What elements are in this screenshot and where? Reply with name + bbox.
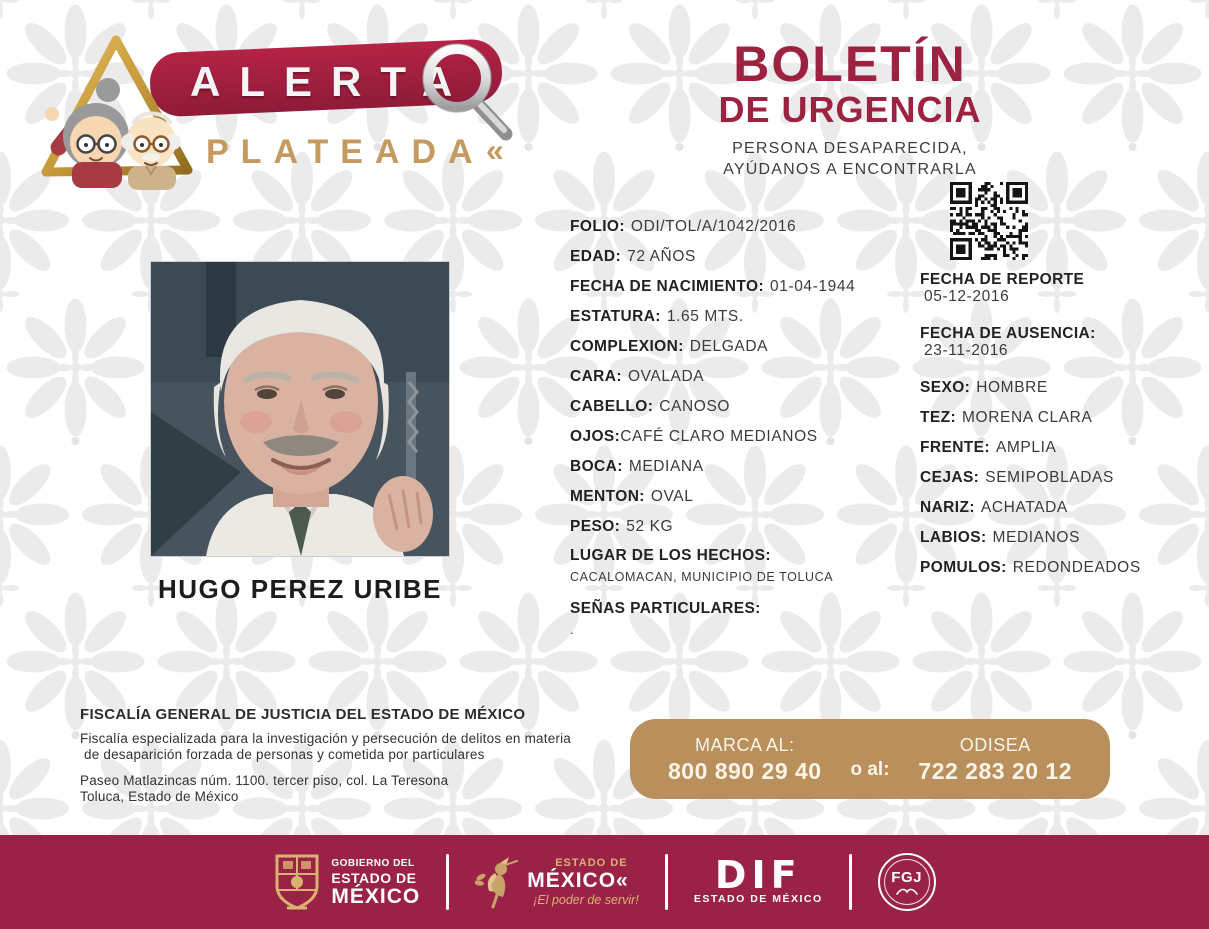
gob-line1: GOBIERNO DEL bbox=[331, 857, 415, 869]
dif-sublabel: ESTADO DE MÉXICO bbox=[693, 893, 823, 905]
field-label: EDAD: bbox=[570, 248, 622, 265]
logo-plateada-text: PLATEADA bbox=[206, 133, 485, 171]
field-label: FECHA DE REPORTE bbox=[920, 271, 1085, 288]
field-row-cabello bbox=[570, 392, 915, 422]
details-column-middle bbox=[570, 212, 915, 640]
field-label: FOLIO: bbox=[570, 218, 625, 235]
details-column-right bbox=[920, 271, 1170, 583]
field-value: REDONDEADOS bbox=[1012, 559, 1141, 576]
field-label: FECHA DE NACIMIENTO: bbox=[570, 278, 764, 295]
field-value: AMPLIA bbox=[995, 439, 1057, 456]
field-value: DELGADA bbox=[689, 338, 769, 355]
o-al-label: o al: bbox=[850, 759, 890, 780]
field-value: 05-12-2016 bbox=[924, 288, 1010, 305]
logo-chevron: « bbox=[486, 132, 504, 168]
agency-title: FISCALÍA GENERAL DE JUSTICIA DEL ESTADO DE MÉXICO bbox=[80, 706, 526, 723]
field-block-ausencia bbox=[920, 325, 1170, 359]
edomex-line2: MÉXICO« bbox=[527, 869, 629, 892]
phone-number-1: 800 890 29 40 bbox=[668, 758, 822, 784]
field-label: OJOS: bbox=[570, 428, 621, 445]
agency-block bbox=[80, 706, 640, 805]
footer-divider bbox=[446, 854, 449, 910]
senas-value: . bbox=[570, 622, 574, 637]
agency-addr-line2: Toluca, Estado de México bbox=[80, 789, 239, 804]
field-value: ACHATADA bbox=[980, 499, 1068, 516]
lugar-label: LUGAR DE LOS HECHOS: bbox=[570, 547, 771, 564]
field-value: 72 AÑOS bbox=[627, 248, 696, 265]
estado-de-mexico-logo bbox=[475, 855, 639, 909]
field-label: LABIOS: bbox=[920, 529, 987, 546]
senas-label: SEÑAS PARTICULARES: bbox=[570, 600, 761, 617]
field-label: SEXO: bbox=[920, 379, 971, 396]
field-value: CANOSO bbox=[659, 398, 731, 415]
field-label: BOCA: bbox=[570, 458, 623, 475]
field-label: POMULOS: bbox=[920, 559, 1007, 576]
phone-number-2: 722 283 20 12 bbox=[918, 758, 1072, 784]
field-row-complexion bbox=[570, 332, 915, 362]
field-value: 1.65 MTS. bbox=[666, 308, 744, 325]
field-row-pomulos bbox=[920, 553, 1170, 583]
field-row-nariz bbox=[920, 493, 1170, 523]
field-label: CARA: bbox=[570, 368, 622, 385]
field-row-nacimiento bbox=[570, 272, 915, 302]
field-row-tez bbox=[920, 403, 1170, 433]
field-label: PESO: bbox=[570, 518, 621, 535]
fgj-logo bbox=[878, 853, 936, 911]
gob-line3: MÉXICO bbox=[331, 884, 421, 908]
field-label: NARIZ: bbox=[920, 499, 975, 516]
field-block-reporte bbox=[920, 271, 1170, 305]
field-value: ODI/TOL/A/1042/2016 bbox=[630, 218, 797, 235]
agency-desc-line2: de desaparición forzada de personas y cometida por particulares bbox=[84, 747, 485, 762]
field-value: 23-11-2016 bbox=[924, 342, 1009, 359]
dif-logo bbox=[693, 853, 823, 906]
field-row-peso bbox=[570, 512, 915, 542]
field-label: TEZ: bbox=[920, 409, 957, 426]
field-value: MEDIANOS bbox=[992, 529, 1081, 546]
field-value: OVAL bbox=[650, 488, 694, 505]
bulletin-title-line1: BOLETÍN bbox=[733, 36, 967, 92]
edomex-coat-of-arms-icon bbox=[273, 852, 321, 912]
field-row-cejas bbox=[920, 463, 1170, 493]
field-value: SEMIPOBLADAS bbox=[985, 469, 1114, 486]
edomex-slogan: ¡El poder de servir! bbox=[533, 893, 639, 907]
missing-person-photo bbox=[150, 261, 450, 557]
footer-band bbox=[0, 835, 1209, 929]
field-row-folio bbox=[570, 212, 915, 242]
footer-divider bbox=[849, 854, 852, 910]
field-value: 01-04-1944 bbox=[770, 278, 856, 295]
field-row-ojos bbox=[570, 422, 915, 452]
field-label: FRENTE: bbox=[920, 439, 990, 456]
gob-line2: ESTADO DE bbox=[331, 869, 417, 886]
logo-alerta-text: ALERTA bbox=[190, 58, 472, 105]
field-label: FECHA DE AUSENCIA: bbox=[920, 325, 1096, 342]
field-row-edad bbox=[570, 242, 915, 272]
odisea-label: ODISEA bbox=[959, 735, 1031, 755]
field-value: CAFÉ CLARO MEDIANOS bbox=[620, 428, 818, 445]
field-label: CEJAS: bbox=[920, 469, 980, 486]
edomex-line1: ESTADO DE bbox=[555, 857, 628, 869]
contact-odisea bbox=[918, 733, 1072, 785]
field-row-frente bbox=[920, 433, 1170, 463]
field-value: OVALADA bbox=[627, 368, 705, 385]
field-label: ESTATURA: bbox=[570, 308, 661, 325]
contact-box bbox=[630, 719, 1110, 799]
marca-al-label: MARCA AL: bbox=[695, 735, 795, 755]
field-row-cara bbox=[570, 362, 915, 392]
field-row-estatura bbox=[570, 302, 915, 332]
field-value: 52 KG bbox=[626, 518, 674, 535]
dif-label: DIF bbox=[714, 853, 802, 897]
field-value: HOMBRE bbox=[976, 379, 1048, 396]
hummingbird-icon bbox=[475, 855, 519, 909]
field-row-labios bbox=[920, 523, 1170, 553]
field-row-boca bbox=[570, 452, 915, 482]
fgj-label: FGJ bbox=[891, 868, 922, 886]
field-label: MENTON: bbox=[570, 488, 645, 505]
qr-code bbox=[948, 182, 1030, 260]
person-name: HUGO PEREZ URIBE bbox=[157, 574, 443, 604]
alerta-plateada-logo-art bbox=[38, 30, 528, 190]
bulletin-title-line2: DE URGENCIA bbox=[718, 89, 982, 130]
contact-marca bbox=[668, 733, 822, 785]
agency-desc-line1: Fiscalía especializada para la investigación y persecución de delitos en materia bbox=[80, 731, 572, 746]
field-value: MEDIANA bbox=[628, 458, 704, 475]
gobierno-edomex-logo bbox=[273, 852, 420, 912]
lugar-value: CACALOMACAN, MUNICIPIO DE TOLUCA bbox=[570, 570, 834, 584]
field-label: COMPLEXION: bbox=[570, 338, 684, 355]
field-row-sexo bbox=[920, 373, 1170, 403]
bulletin-subtitle-line2: AYÚDANOS A ENCONTRARLA bbox=[723, 161, 977, 178]
portrait-art bbox=[151, 262, 449, 556]
field-row-menton bbox=[570, 482, 915, 512]
bulletin-subtitle-line1: PERSONA DESAPARECIDA, bbox=[732, 140, 968, 157]
field-label: CABELLO: bbox=[570, 398, 654, 415]
footer-divider bbox=[665, 854, 668, 910]
alerta-plateada-logo bbox=[38, 30, 528, 190]
agency-addr-line1: Paseo Matlazincas núm. 1100. tercer piso, col. La Teresona bbox=[80, 773, 449, 788]
field-value: MORENA CLARA bbox=[962, 409, 1093, 426]
